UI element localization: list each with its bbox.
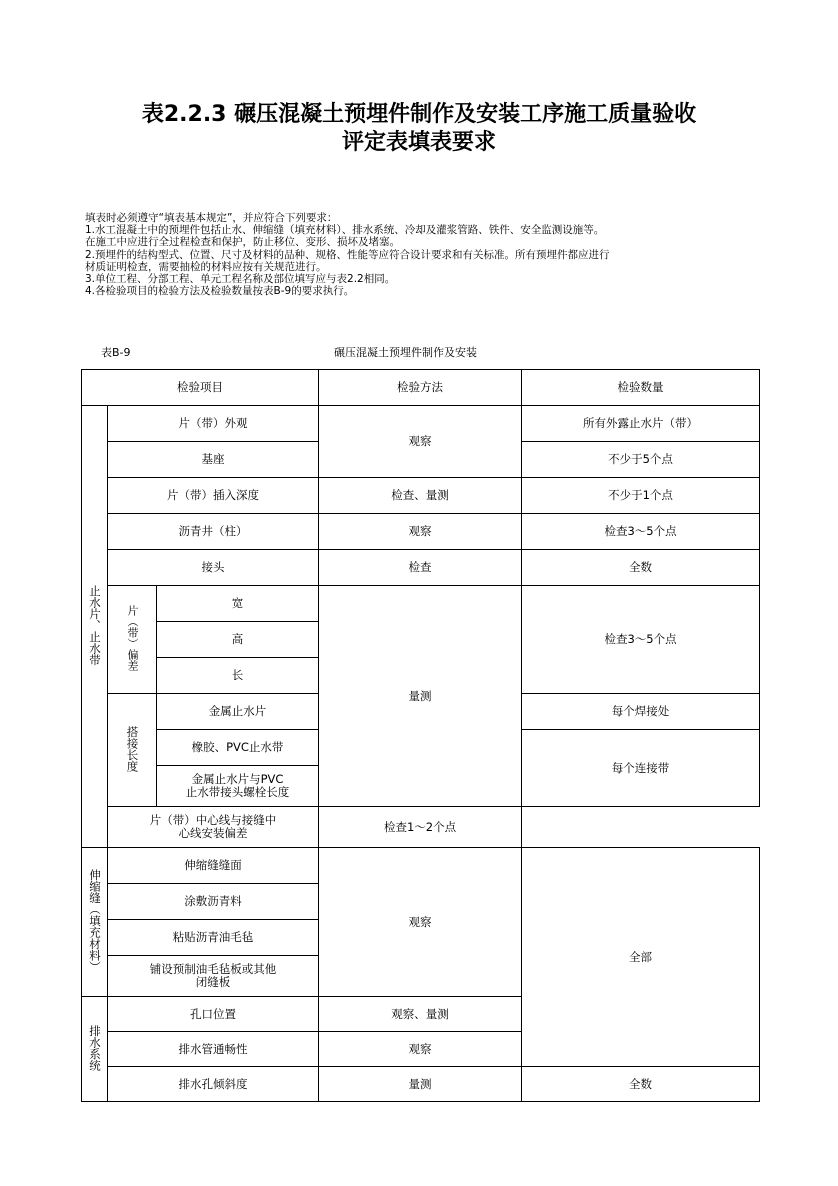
item-centerline: 片（带）中心线与接缝中 心线安装偏差 bbox=[108, 807, 319, 848]
table-header-row bbox=[82, 370, 760, 406]
item-joint-surface: 伸缩缝缝面 bbox=[108, 848, 319, 884]
item-hole-position: 孔口位置 bbox=[108, 997, 319, 1032]
item-pipe-flow: 排水管通畅性 bbox=[108, 1032, 319, 1067]
header-quantity: 检验数量 bbox=[522, 370, 760, 406]
group-drainage-label: 排水系统 bbox=[88, 1024, 102, 1071]
method-check: 检查 bbox=[319, 550, 522, 586]
qty-min1: 不少于1个点 bbox=[522, 478, 760, 514]
requirement-intro: 填表时必须遵守“填表基本规定”，并应符合下列要求： bbox=[85, 212, 338, 224]
qty-each-band: 每个连接带 bbox=[522, 730, 760, 807]
group-overlap bbox=[108, 694, 157, 807]
item-prefab-board: 铺设预制油毛毡板或其他 闭缝板 bbox=[108, 956, 319, 997]
requirements-block bbox=[85, 212, 765, 297]
requirement-3: 3.单位工程、分部工程、单元工程名称及部位填写应与表2.2相同。 bbox=[85, 273, 396, 286]
item-asphalt-well: 沥青井（柱） bbox=[108, 514, 319, 550]
table-row bbox=[82, 550, 760, 586]
group-expansion bbox=[82, 848, 108, 997]
requirement-1-cont: 在施工中应进行全过程检查和保护，防止移位、变形、损坏及堵塞。 bbox=[85, 236, 400, 249]
item-appearance: 片（带）外观 bbox=[108, 406, 319, 442]
requirement-1: 1.水工混凝土中的预埋件包括止水、伸缩缝（填充材料）、排水系统、冷却及灌浆管路、铁件、安全监测设施等。 bbox=[85, 224, 605, 237]
method-observe-1: 观察 bbox=[319, 406, 522, 478]
qty-min5: 不少于5个点 bbox=[522, 442, 760, 478]
requirement-2: 2.预埋件的结构型式、位置、尺寸及材料的品种、规格、性能等应符合设计要求和有关标准。所有预埋件都应进行 bbox=[85, 248, 610, 261]
item-width: 宽 bbox=[157, 586, 319, 622]
qty-check35-1: 检查3～5个点 bbox=[522, 514, 760, 550]
group-waterstop-label: 止水片、止水带 bbox=[88, 584, 102, 666]
header-item: 检验项目 bbox=[82, 370, 319, 406]
requirement-2-cont: 材质证明检查，需要抽检的材料应按有关规范进行。 bbox=[85, 260, 327, 273]
table-row bbox=[82, 478, 760, 514]
group-waterstop bbox=[82, 406, 108, 848]
method-observe-2: 观察 bbox=[319, 514, 522, 550]
item-metal-waterstop: 金属止水片 bbox=[157, 694, 319, 730]
item-height: 高 bbox=[157, 622, 319, 658]
requirement-4: 4.各检验项目的检验方法及检验数量按表B-9的要求执行。 bbox=[85, 285, 355, 298]
group-deviation-label: 片（带）偏差 bbox=[126, 605, 139, 671]
method-check-measure: 检查、量测 bbox=[319, 478, 522, 514]
item-hole-slope: 排水孔倾斜度 bbox=[108, 1067, 319, 1102]
table-caption: 碾压混凝土预埋件制作及安装 bbox=[334, 346, 477, 359]
table-number: 表B-9 bbox=[101, 346, 131, 359]
qty-each-weld: 每个焊接处 bbox=[522, 694, 760, 730]
method-observe-3: 观察 bbox=[319, 848, 522, 997]
qty-all: 全部 bbox=[522, 848, 760, 1067]
group-drainage bbox=[82, 997, 108, 1102]
method-measure-1: 量测 bbox=[319, 586, 522, 807]
item-length: 长 bbox=[157, 658, 319, 694]
table-row bbox=[82, 514, 760, 550]
table-row bbox=[82, 1067, 760, 1102]
group-deviation bbox=[108, 586, 157, 694]
table-row bbox=[82, 406, 760, 442]
item-asphalt-felt: 粘贴沥青油毛毡 bbox=[108, 920, 319, 956]
method-measure-2: 量测 bbox=[319, 1067, 522, 1102]
qty-all-count-1: 全数 bbox=[522, 550, 760, 586]
item-insert-depth: 片（带）插入深度 bbox=[108, 478, 319, 514]
inspection-table bbox=[81, 369, 760, 1102]
header-method: 检验方法 bbox=[319, 370, 522, 406]
method-observe-4: 观察 bbox=[319, 1032, 522, 1067]
item-asphalt-coat: 涂敷沥青料 bbox=[108, 884, 319, 920]
item-rubber-pvc: 橡胶、PVC止水带 bbox=[157, 730, 319, 766]
method-observe-measure: 观察、量测 bbox=[319, 997, 522, 1032]
item-joint: 接头 bbox=[108, 550, 319, 586]
qty-check12: 检查1～2个点 bbox=[319, 807, 522, 848]
item-base: 基座 bbox=[108, 442, 319, 478]
table-row bbox=[82, 586, 760, 622]
item-metal-pvc-bolt: 金属止水片与PVC 止水带接头螺栓长度 bbox=[157, 766, 319, 807]
group-expansion-label: 伸缩缝（填充材料） bbox=[88, 868, 102, 973]
qty-all-count-2: 全数 bbox=[522, 1067, 760, 1102]
group-overlap-label: 搭接长度 bbox=[125, 725, 140, 772]
page-title-line1: 表2.2.3 碾压混凝土预埋件制作及安装工序施工质量验收 bbox=[141, 102, 697, 127]
table-row bbox=[82, 807, 760, 848]
table-row bbox=[82, 848, 760, 884]
qty-all-exposed: 所有外露止水片（带） bbox=[522, 406, 760, 442]
page-title-line2: 评定表填表要求 bbox=[341, 130, 496, 155]
qty-check35-2: 检查3～5个点 bbox=[522, 586, 760, 694]
